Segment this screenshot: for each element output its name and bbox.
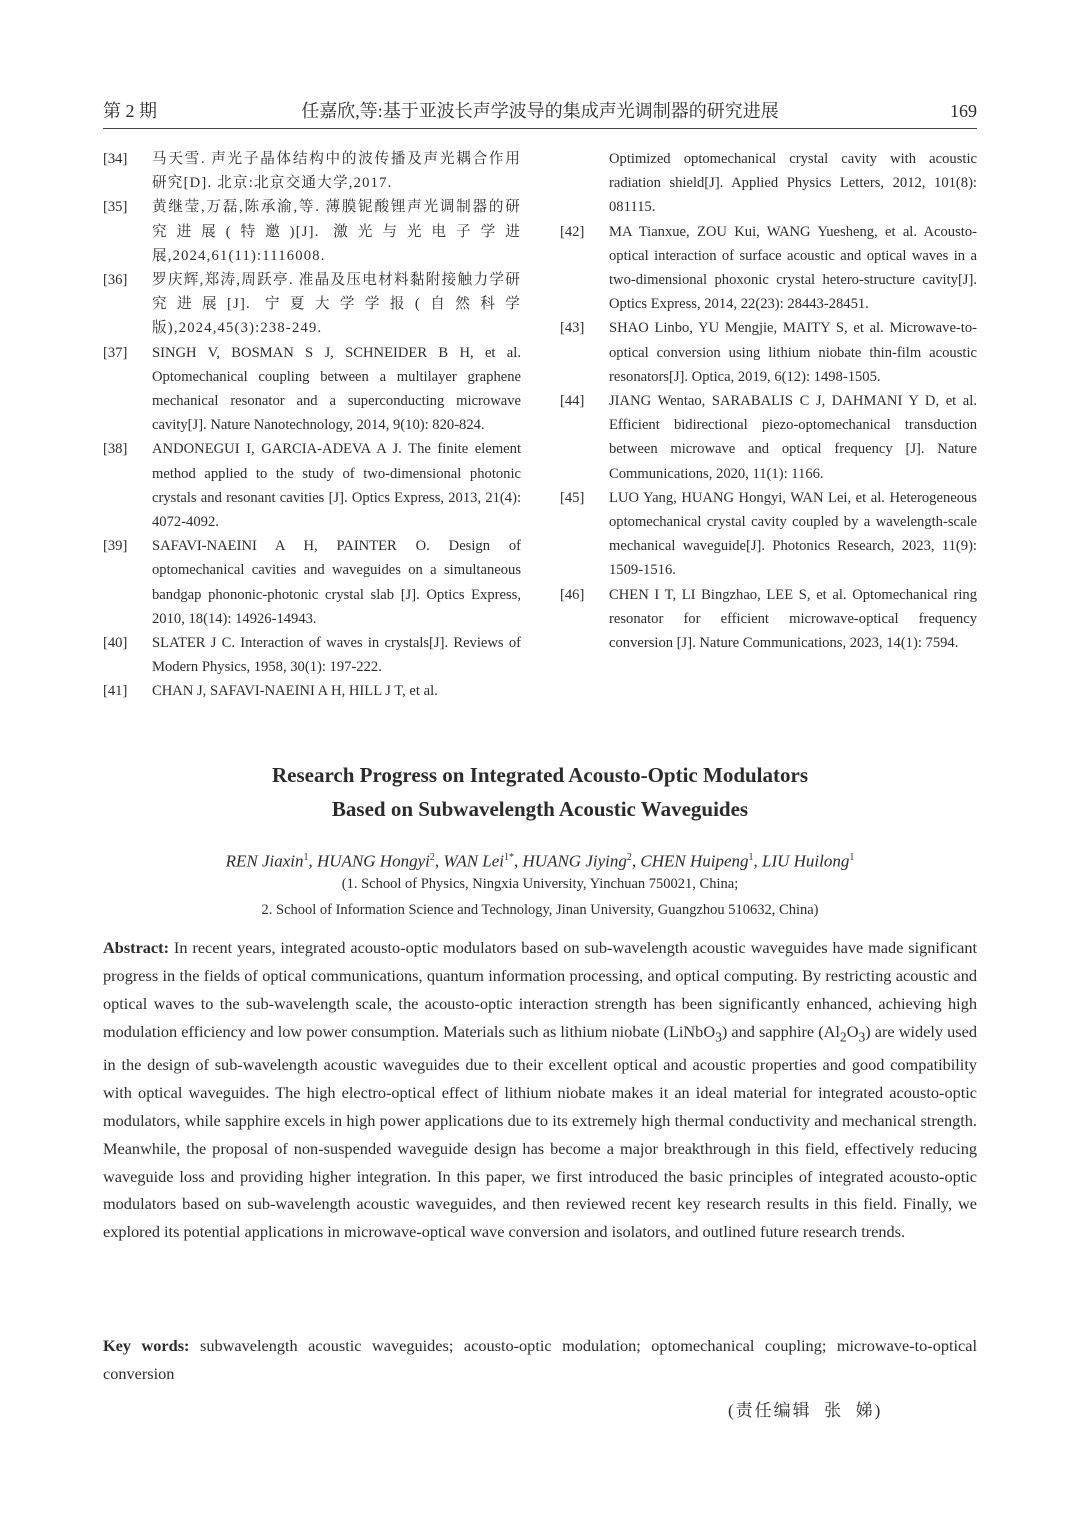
reference-number: [41] xyxy=(103,683,128,700)
reference-text: SHAO Linbo, YU Mengjie, MAITY S, et al. Microwave-to-optical conversion using lithium niobate thin-film acoustic resonators[J]. Optica, 2019, 6(12): 1498-1505. xyxy=(609,320,977,385)
references-right-column xyxy=(560,147,977,655)
author-affiliation-mark: 1 xyxy=(303,852,309,863)
reference-41-continuation xyxy=(560,147,977,220)
reference-number: [42] xyxy=(560,223,585,240)
references-left-column xyxy=(103,147,521,704)
author-name: REN Jiaxin xyxy=(225,851,304,871)
reference-item xyxy=(560,389,977,486)
reference-item xyxy=(103,534,521,631)
reference-text: 黄继莹,万磊,陈承渝,等. 薄膜铌酸锂声光调制器的研究进展(特邀)[J]. 激光与光电子学进展,2024,61(11):1116008. xyxy=(152,199,521,264)
affiliation-line-2: 2. School of Information Science and Technology, Jinan University, Guangzhou 510632, China) xyxy=(261,902,819,918)
author-affiliation-mark: 2 xyxy=(429,852,435,863)
keywords-text: subwavelength acoustic waveguides; acousto-optic modulation; optomechanical coupling; microwave-to-optical conversion xyxy=(103,1336,978,1383)
reference-text: ANDONEGUI I, GARCIA-ADEVA A J. The finite element method applied to the study of two-dimensional photonic crystals and resonant cavities [J]. Optics Express, 2013, 21(4): 4072-4092. xyxy=(152,441,521,531)
keywords xyxy=(103,1332,977,1388)
reference-item xyxy=(560,583,977,656)
abstract-text-1: In recent years, integrated acousto-optic modulators based on sub-wavelength acoustic waveguides have made significant progress in the fields of optical communications, quantum information processing, and optical computing. By restricting acoustic and optical waves to the sub-wavelength scale, the acousto-optic interaction strength has been significantly enhanced, achieving high modulation efficiency and low power consumption. Materials such as lithium niobate (LiNbO xyxy=(103,938,977,1041)
running-title: 任嘉欣,等:基于亚波长声学波导的集成声光调制器的研究进展 xyxy=(301,101,779,121)
author-affiliation-mark: 1* xyxy=(504,852,515,863)
reference-text: JIANG Wentao, SARABALIS C J, DAHMANI Y D, et al. Efficient bidirectional piezo-optomechanical transduction between microwave and optical frequency [J]. Nature Communications, 2020, 11(1): 1166. xyxy=(609,393,977,482)
author-name: WAN Lei xyxy=(443,851,505,871)
english-title-line-1: Research Progress on Integrated Acousto-Optic Modulators xyxy=(271,763,809,787)
running-header xyxy=(103,98,977,129)
author-list: REN Jiaxin$^1$, HUANG Hongyi$^2$, WAN Lei$^{1*}$, HUANG Jiying$^2$, CHEN Huipeng$^1$, LIU Huilong$^1$ xyxy=(225,851,855,871)
reference-number: [43] xyxy=(560,320,585,337)
keywords-label: Key words: xyxy=(103,1336,190,1355)
issue-number: 第 2 期 xyxy=(103,101,157,121)
reference-item xyxy=(103,679,521,703)
reference-number: [40] xyxy=(103,635,128,652)
reference-text: SLATER J C. Interaction of waves in crystals[J]. Reviews of Modern Physics, 1958, 30(1): 197-222. xyxy=(152,635,521,676)
author-affiliation-mark: 2 xyxy=(626,852,632,863)
reference-number: [39] xyxy=(103,538,128,555)
reference-item xyxy=(560,486,977,583)
english-title-line-2: Based on Subwavelength Acoustic Waveguides xyxy=(331,797,749,821)
author-name: HUANG Jiying xyxy=(522,851,627,871)
reference-item xyxy=(103,195,521,268)
abstract xyxy=(103,934,977,1246)
subscript: 3 xyxy=(858,1028,866,1044)
reference-text: CHAN J, SAFAVI-NAEINI A H, HILL J T, et al. xyxy=(152,683,438,700)
reference-text: Optimized optomechanical crystal cavity with acoustic radiation shield[J]. Applied Physics Letters, 2012, 101(8): 081115. xyxy=(609,151,977,216)
reference-text: SAFAVI-NAEINI A H, PAINTER O. Design of optomechanical cavities and waveguides on a simultaneous bandgap phononic-photonic crystal slab [J]. Optics Express, 2010, 18(14): 14926-14943. xyxy=(152,538,521,627)
reference-item xyxy=(103,631,521,679)
english-title xyxy=(103,758,977,826)
reference-text: SINGH V, BOSMAN S J, SCHNEIDER B H, et al. Optomechanical coupling between a multilayer graphene mechanical resonator and a superconducting microwave cavity[J]. Nature Nanotechnology, 2014, 9(10): 820-824. xyxy=(152,344,521,434)
reference-item xyxy=(103,268,521,341)
reference-item xyxy=(103,147,521,195)
author-name: HUANG Hongyi xyxy=(317,851,430,871)
page-number: 169 xyxy=(950,101,977,121)
reference-item xyxy=(103,341,521,438)
reference-number: [36] xyxy=(103,272,128,289)
author-affiliation-mark: 1 xyxy=(748,852,754,863)
reference-number: [45] xyxy=(560,489,585,506)
reference-number: [44] xyxy=(560,393,585,410)
reference-item xyxy=(560,220,977,317)
editor-note: (责任编辑 张 娣) xyxy=(728,1401,883,1420)
affiliation-line-1: (1. School of Physics, Ningxia University, Yinchuan 750021, China; xyxy=(341,876,739,892)
reference-number: [38] xyxy=(103,441,128,458)
reference-number: [34] xyxy=(103,151,128,167)
reference-number: [46] xyxy=(560,586,585,603)
author-name: CHEN Huipeng xyxy=(640,851,749,871)
reference-number: [37] xyxy=(103,344,128,361)
subscript: 2 xyxy=(839,1028,847,1044)
abstract-text-2: ) and sapphire (Al xyxy=(721,1021,840,1041)
reference-number: [35] xyxy=(103,199,128,216)
subscript: 3 xyxy=(715,1028,722,1044)
abstract-text-4: ) are widely used in the design of sub-wavelength acoustic waveguides due to their excellent optical and acoustic properties and good compatibility with optical waveguides. The high electro-optical effect of lithium niobate makes it an ideal material for integrated acousto-optic modulators, while sapphire excels in high power applications due to its extremely high thermal conductivity and mechanical strength. Meanwhile, the proposal of non-suspended waveguide design has become a major breakthrough in this field, effectively reducing waveguide loss and providing higher integration. In this paper, we first introduced the basic principles of integrated acousto-optic modulators based on sub-wavelength acoustic waveguides, and then reviewed recent key research results in this field. Finally, we explored its potential applications in microwave-optical wave conversion and isolators, and outlined future research trends. xyxy=(103,1021,977,1242)
reference-text: 罗庆辉,郑涛,周跃亭. 准晶及压电材料黏附接触力学研究进展[J]. 宁夏大学学报(自然科学版),2024,45(3):238-249. xyxy=(152,272,521,337)
reference-text: MA Tianxue, ZOU Kui, WANG Yuesheng, et al. Acousto-optical interaction of surface acoustic and optical waves in a two-dimensional phoxonic crystal hetero-structure cavity[J]. Optics Express, 2014, 22(23): 28443-28451. xyxy=(609,223,977,313)
reference-item xyxy=(560,316,977,389)
reference-item xyxy=(103,437,521,534)
abstract-label: Abstract: xyxy=(103,938,170,957)
author-affiliation-mark: 1 xyxy=(849,852,855,863)
author-name: LIU Huilong xyxy=(762,851,850,871)
reference-text: CHEN I T, LI Bingzhao, LEE S, et al. Optomechanical ring resonator for efficient microwave-optical frequency conversion [J]. Nature Communications, 2023, 14(1): 7594. xyxy=(609,586,977,652)
abstract-text-3: O xyxy=(846,1021,859,1041)
reference-text: 马天雪. 声光子晶体结构中的波传播及声光耦合作用研究[D]. 北京:北京交通大学,2017. xyxy=(152,151,521,192)
reference-text: LUO Yang, HUANG Hongyi, WAN Lei, et al. Heterogeneous optomechanical crystal cavity coupled by a wavelength-scale mechanical waveguide[J]. Photonics Research, 2023, 11(9): 1509-1516. xyxy=(609,489,977,579)
